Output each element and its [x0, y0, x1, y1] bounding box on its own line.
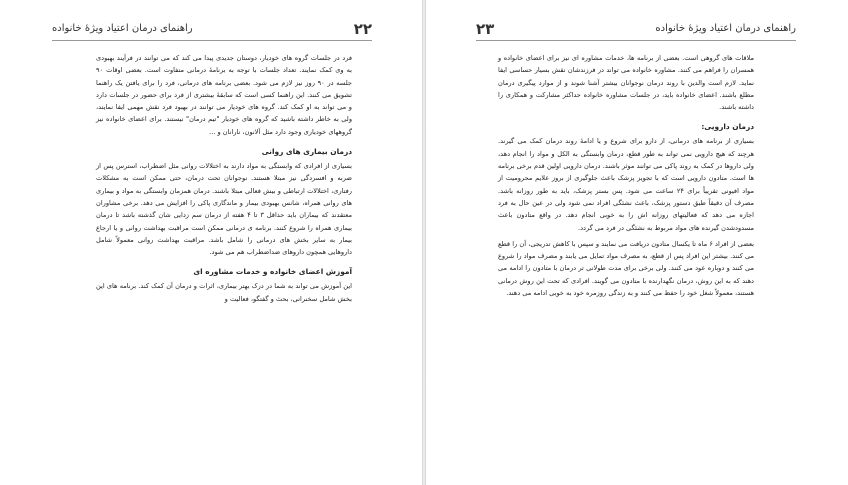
left-page-header	[52, 20, 372, 38]
right-page-body	[498, 52, 754, 303]
left-page-number: ۲۲	[353, 20, 372, 38]
left-paragraph-1: فرد در جلسات گروه های خودیار، دوستان جدیدی پیدا می کند که می توانند در فرآیند بهبودی به وی کمک نمایند. تعداد جلسات با توجه به برنامهٔ درمانی متفاوت است. بعضی اوقات ۹۰ جلسه در ۹۰ روز نیز لازم می شود. بعضی برنامه های درمانی، فرد را برای یافتن یک راهنما تشویق می کنند. این راهنما کسی است که سابقهٔ بیشتری از فرد برای حضور در جلسات دارد و می تواند به او کمک کند. گروه های خودیار می توانند در بهبود فرد نقش مهمی ایفا نمایند، ولی به خاطر داشته باشید که گروه های خودیار "تیم درمان" نیستند. برای اعضای خانواده نیز گروههای خودیاری وجود دارد مثل آلانون، نارانان و ...	[96, 54, 352, 136]
right-page	[424, 0, 848, 485]
right-header-rule	[476, 40, 796, 41]
left-page-body	[96, 52, 352, 309]
right-page-number: ۲۳	[476, 20, 495, 38]
right-page-header	[476, 20, 796, 38]
left-section-paragraph-1: بسیاری از افرادی که وابستگی به مواد دارند به اختلالات روانی مثل اضطراب، استرس پس از ضربه و افسردگی نیز مبتلا هستند. نوجوانان تحت درمان، حتی ممکن است به مشکلات رفتاری، اختلالات ارتباطی و بیش فعالی مبتلا باشند. درمان همزمان وابستگی به مواد و بیماری های روانی همراه، شانس بهبودی بیمار و ماندگاری پاکی را افزایش می دهد. برخی مشاوران معتقدند که بیماران باید حداقل ۳ تا ۴ هفته از درمان سم زدایی شان گذشته باشد تا درمان بیماری همراه را شروع کنند. برنامه ی درمانی ممکن است مراقبت بهداشت روانی و یا ارجاع بیمار به سایر بخش های درمانی را شامل باشد. مراقبت بهداشت روانی معمولاً شامل داروهایی همچون داروهای ضداضطراب هم می شود.	[96, 162, 353, 257]
right-page-running-title: راهنمای درمان اعتیاد ویژهٔ خانواده	[655, 23, 796, 34]
left-header-rule	[52, 40, 372, 41]
right-section-paragraph-2: بعضی از افراد ۶ ماه تا یکسال متادون دریافت می نمایند و سپس با کاهش تدریجی، آن را قطع می کنند. بیشتر این افراد پس از قطع، به مصرف مواد تمایل می یابند و مصرف مواد را شروع می کنند و دوباره عود می کنند. ولی برخی برای مدت طولانی تر درمان با متادون را ادامه می دهند که به این روش، درمان نگهدارنده با متادون می گویند. افرادی که تحت این روش درمانی هستند، معمولاً شغل خود را حفظ می کنند و به زندگی روزمره خود به خوبی ادامه می دهند.	[498, 239, 754, 298]
left-section-heading-1: درمان بیماری های روانی	[261, 147, 352, 157]
left-section-paragraph-2: این آموزش می تواند به شما در درک بهتر بیماری، اثرات و درمان آن کمک کند. برنامه های این بخش شامل سخنرانی، بحث و گفتگو، فعالیت و	[96, 282, 352, 303]
left-page-running-title: راهنمای درمان اعتیاد ویژهٔ خانواده	[52, 23, 193, 34]
left-section-heading-2: آموزش اعضای خانواده و خدمات مشاوره ای	[193, 267, 352, 277]
right-paragraph-1: ملاقات های گروهی است. بعضی از برنامه ها، خدمات مشاوره ای نیز برای اعضای خانواده و همسران را فراهم می کنند. مشاوره خانواده می تواند در فرزندشان نقش بسیار حساسی ایفا نماید. لازم است والدین با روند درمان نوجوانان بیشتر آشنا شوند و از موارد پیگیری درمان مطلع باشند. اعضای خانواده باید، در جلسات مشاوره خانواده حداکثر مشارکت و همکاری را داشته باشند.	[498, 54, 754, 112]
right-section-paragraph-1: بسیاری از برنامه های درمانی، از دارو برای شروع و یا ادامهٔ روند درمان کمک می گیرند. هرچند که هیچ دارویی نمی تواند به طور قطع، درمان وابستگی به الکل و مواد را انجام دهد، ولی داروها در کمک به روند پاکی می توانند موثر باشند. درمان دارویی اولین قدم برخی برنامه ها است. متادون دارویی است که با تجویز پزشک باعث جلوگیری از بروز علایم محرومیت از مواد افیونی تقریباً برای ۲۴ ساعت می شود. پس بستر پزشک، باید به طور روزانه باشد. مصرف آن دقیقاً طبق دستور پزشک، باعث نشئگی افراد نمی شود ولی در عین حال به فرد اجازه می دهد که فعالیتهای روزانه اش را به خوبی انجام دهد. در واقع متادون باعث مسدودشدن گیرنده های مواد مربوط به نشئگی در فرد می گردد.	[498, 137, 754, 232]
right-section-heading: درمان دارویی:	[701, 122, 754, 132]
